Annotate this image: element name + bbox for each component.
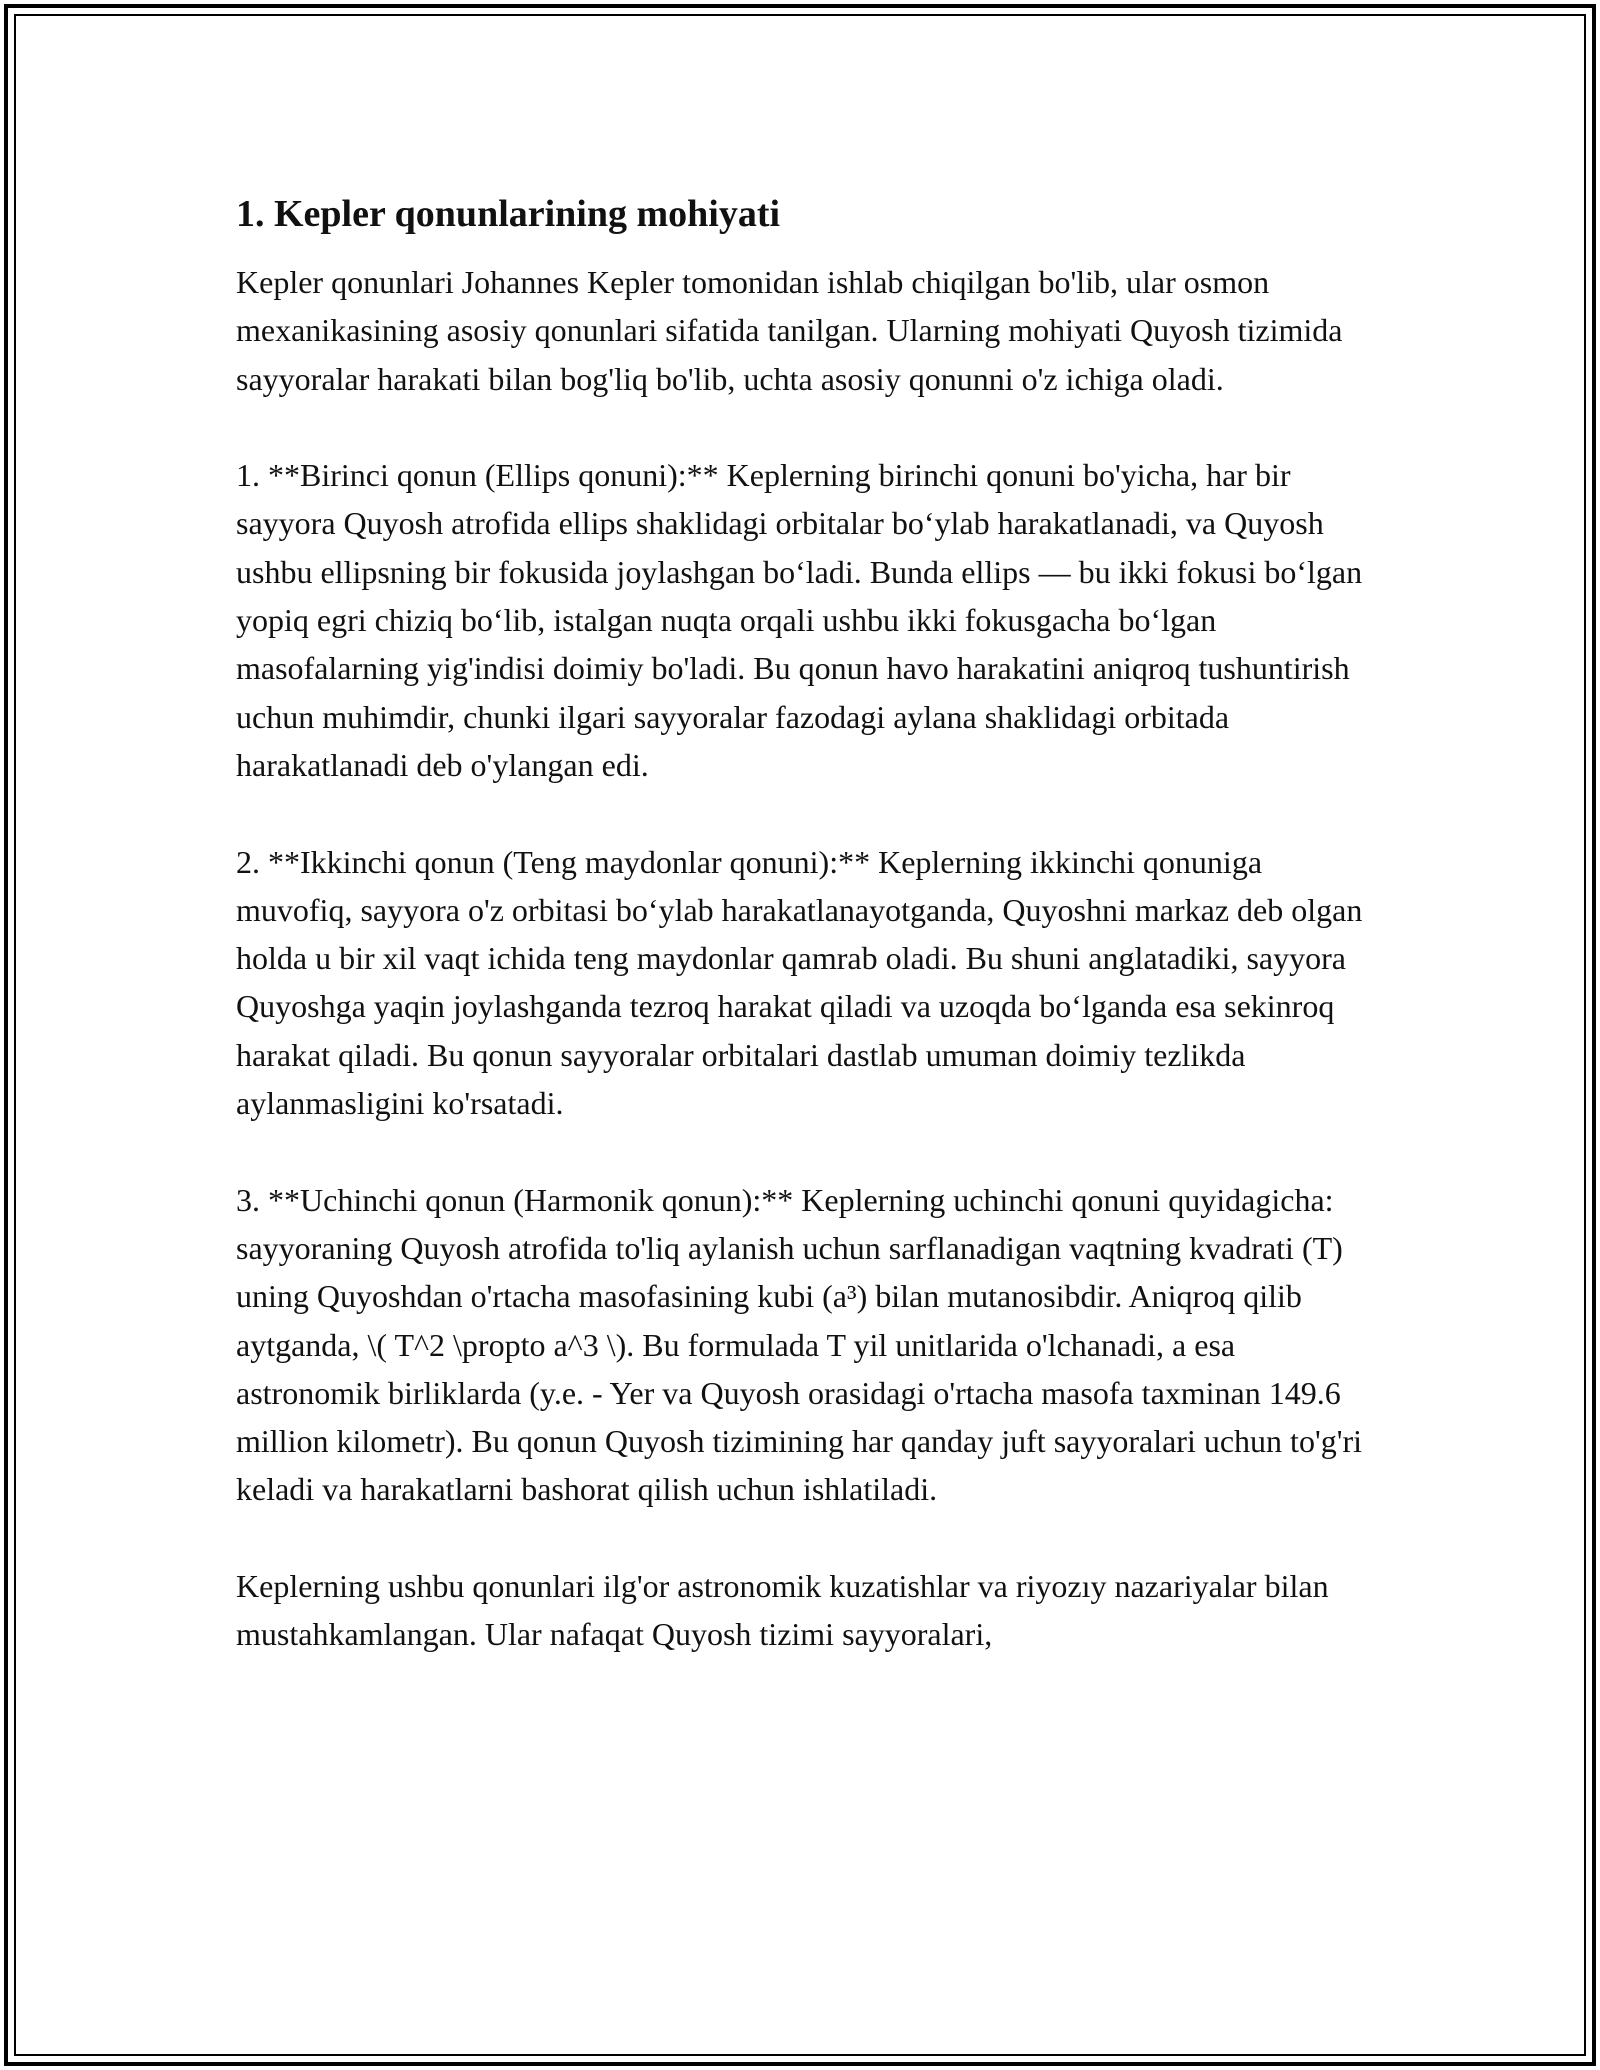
paragraph-second-law: 2. **Ikkinchi qonun (Teng maydonlar qonuni):** Keplerning ikkinchi qonuniga muvofiq, sayyora o'z orbitasi bo‘ylab harakatlanayotganda, Quyoshni markaz deb olgan holda u bir xil vaqt ichida teng maydonlar qamrab oladi. Bu shuni anglatadiki, sayyora Quyoshga yaqin joylashganda tezroq harakat qiladi va uzoqda bo‘lganda esa sekinroq harakat qiladi. Bu qonun sayyoralar orbitalari dastlab umuman doimiy tezlikda aylanmasligini ko'rsatadi. — [236, 843, 1363, 1122]
document-body — [236, 186, 1376, 1659]
paragraph-conclusion: Keplerning ushbu qonunlari ilg'or astronomik kuzatishlar va riyozıy nazariyalar bilan mustahkamlangan. Ular nafaqat Quyosh tizimi sayyoralari, — [236, 1568, 1329, 1653]
section-heading: 1. Kepler qonunlarining mohiyati — [236, 193, 781, 235]
paragraph-third-law: 3. **Uchinchi qonun (Harmonik qonun):** Keplerning uchinchi qonuni quyidagicha: sayyoraning Quyosh atrofida to'liq aylanish uchun sarflanadigan vaqtning kvadrati (T) uning Quyoshdan o'rtacha masofasining kubi (a³) bilan mutanosibdir. Aniqroq qilib aytganda, \( T^2 \propto a^3 \). Bu formulada T yil unitlarida o'lchanadi, a esa astronomik birliklarda (y.e. - Yer va Quyosh orasidagi o'rtacha masofa taxminan 149.6 million kilometr). Bu qonun Quyosh tizimining har qanday juft sayyoralari uchun to'g'ri keladi va harakatlarni bashorat qilish uchun ishlatiladi. — [236, 1181, 1363, 1508]
paragraph-first-law: 1. **Birinci qonun (Ellips qonuni):** Keplerning birinchi qonuni bo'yicha, har bir sayyora Quyosh atrofida ellips shaklidagi orbitalar bo‘ylab harakatlanadi, va Quyosh ushbu ellipsning bir fokusida joylashgan bo‘ladi. Bunda ellips — bu ikki fokusi bo‘lgan yopiq egri chiziq bo‘lib, istalgan nuqta orqali ushbu ikki fokusgacha bo‘lgan masofalarning yig'indisi doimiy bo'ladi. Bu qonun havo harakatini aniqroq tushuntirish uchun muhimdir, chunki ilgari sayyoralar fazodagi aylana shaklidagi orbitada harakatlanadi deb o'ylangan edi. — [236, 457, 1363, 783]
paragraph-intro: Kepler qonunlari Johannes Kepler tomonidan ishlab chiqilgan bo'lib, ular osmon mexanikasining asosiy qonunlari sifatida tanilgan. Ularning mohiyati Quyosh tizimida sayyoralar harakati bilan bog'liq bo'lib, uchta asosiy qonunni o'z ichiga oladi. — [236, 264, 1343, 397]
